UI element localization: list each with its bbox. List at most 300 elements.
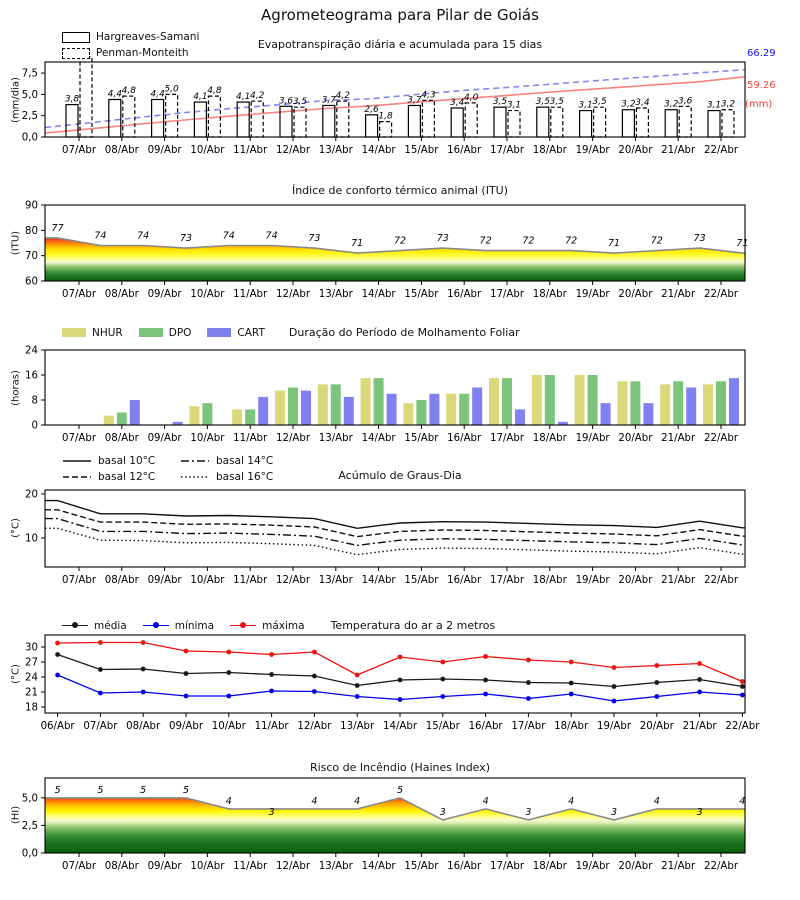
chart-itu-title: Índice de conforto térmico animal (ITU): [291, 184, 509, 197]
svg-text:13/Abr: 13/Abr: [318, 433, 353, 444]
svg-text:07/Abr: 07/Abr: [83, 721, 118, 732]
legend-label-basal10: basal 10°C: [98, 455, 156, 467]
svg-text:08/Abr: 08/Abr: [104, 433, 139, 444]
dpo-bar: [459, 394, 469, 425]
svg-text:20/Abr: 20/Abr: [618, 861, 653, 872]
legend-label-hargreaves: Hargreaves-Samani: [96, 31, 200, 43]
svg-text:21/Abr: 21/Abr: [661, 145, 696, 156]
svg-text:17/Abr: 17/Abr: [489, 289, 525, 300]
svg-text:4: 4: [739, 795, 746, 807]
nhur-bar: [318, 384, 328, 425]
svg-text:5,0: 5,0: [21, 89, 38, 101]
svg-text:09/Abr: 09/Abr: [147, 433, 182, 444]
pm-bar: [294, 107, 306, 137]
svg-text:13/Abr: 13/Abr: [318, 145, 353, 156]
pm-bar: [594, 107, 606, 137]
svg-text:8: 8: [31, 395, 38, 407]
svg-text:14/Abr: 14/Abr: [382, 721, 418, 732]
basal14-line-icon: [180, 457, 210, 465]
svg-text:80: 80: [25, 225, 38, 237]
svg-text:16/Abr: 16/Abr: [468, 721, 503, 732]
dpo-bar: [374, 378, 384, 425]
graus-dia-lines: [45, 501, 745, 555]
svg-text:4: 4: [653, 795, 660, 807]
cart-bar: [301, 391, 311, 425]
chart-haines-title: Risco de Incêndio (Haines Index): [309, 761, 491, 774]
pm-bar: [551, 107, 563, 137]
hs-bar: [537, 107, 549, 137]
svg-text:14/Abr: 14/Abr: [361, 145, 396, 156]
svg-text:10: 10: [25, 533, 38, 545]
svg-text:22/Abr: 22/Abr: [703, 145, 739, 156]
svg-text:18/Abr: 18/Abr: [554, 721, 589, 732]
svg-text:09/Abr: 09/Abr: [147, 861, 182, 872]
svg-text:15/Abr: 15/Abr: [404, 289, 439, 300]
svg-text:22/Abr: 22/Abr: [703, 861, 739, 872]
media-line-icon: [62, 625, 88, 626]
cart-bar: [686, 388, 696, 426]
nhur-bar: [489, 378, 499, 425]
hs-bar: [152, 100, 164, 138]
dpo-bar: [416, 400, 426, 425]
svg-text:73: 73: [436, 233, 449, 245]
dpo-bar: [545, 375, 555, 425]
legend-item-basal14: [180, 455, 298, 467]
svg-text:10/Abr: 10/Abr: [190, 145, 225, 156]
dpo-bar: [245, 409, 255, 425]
svg-text:14/Abr: 14/Abr: [361, 575, 396, 586]
legend-label-minima: mínima: [174, 619, 215, 632]
hs-bar: [66, 105, 78, 137]
svg-text:16: 16: [25, 370, 38, 382]
dpo-bar: [202, 403, 212, 425]
svg-text:22/Abr: 22/Abr: [703, 433, 739, 444]
nhur-bar: [232, 409, 242, 425]
legend-label-basal12: basal 12°C: [98, 471, 156, 483]
svg-text:09/Abr: 09/Abr: [147, 575, 182, 586]
svg-text:2,5: 2,5: [21, 820, 38, 832]
nhur-bar: [532, 375, 542, 425]
svg-text:3,2: 3,2: [664, 99, 679, 110]
svg-text:60: 60: [25, 276, 38, 288]
dpo-swatch-icon: [139, 328, 163, 337]
legend-label-penman: Penman-Monteith: [96, 47, 189, 59]
svg-text:10/Abr: 10/Abr: [190, 575, 225, 586]
svg-text:72: 72: [650, 235, 663, 247]
svg-text:27: 27: [25, 657, 38, 669]
cart-bar: [429, 394, 439, 425]
svg-text:3: 3: [610, 806, 618, 818]
cart-bar: [729, 378, 739, 425]
svg-text:17/Abr: 17/Abr: [511, 721, 546, 732]
svg-text:15/Abr: 15/Abr: [425, 721, 460, 732]
itu-y-axis-label: (ITU): [10, 230, 22, 256]
svg-text:4,4: 4,4: [107, 89, 122, 100]
svg-text:18/Abr: 18/Abr: [532, 861, 567, 872]
svg-text:30: 30: [25, 642, 38, 654]
svg-text:13/Abr: 13/Abr: [318, 861, 353, 872]
svg-text:74: 74: [137, 230, 150, 242]
legend-item-media: [62, 620, 127, 632]
svg-text:4,2: 4,2: [250, 91, 265, 102]
evapo-y-axis-label: (mm/dia): [10, 77, 22, 123]
svg-text:4,8: 4,8: [121, 86, 136, 97]
legend-label-media: média: [94, 619, 127, 632]
svg-text:16/Abr: 16/Abr: [447, 145, 482, 156]
cart-bar: [344, 397, 354, 425]
nhur-bar: [446, 394, 456, 425]
haines-area: [45, 795, 746, 853]
svg-text:06/Abr: 06/Abr: [40, 721, 75, 732]
svg-text:71: 71: [351, 238, 364, 250]
pm-bar: [636, 108, 648, 137]
basal10-line-icon: [62, 457, 92, 465]
svg-text:20/Abr: 20/Abr: [618, 575, 653, 586]
svg-text:2,5: 2,5: [21, 111, 38, 123]
pm-bar: [123, 96, 135, 137]
graus-dia-y-axis-label: (°C): [10, 518, 22, 538]
cart-bar: [515, 409, 525, 425]
cart-bar: [472, 388, 482, 426]
svg-text:21: 21: [25, 687, 38, 699]
svg-text:19/Abr: 19/Abr: [575, 575, 610, 586]
svg-text:07/Abr: 07/Abr: [61, 289, 97, 300]
svg-text:11/Abr: 11/Abr: [233, 145, 268, 156]
svg-text:70: 70: [25, 251, 38, 263]
svg-text:20/Abr: 20/Abr: [618, 145, 653, 156]
svg-text:17/Abr: 17/Abr: [489, 433, 525, 444]
svg-text:22/Abr: 22/Abr: [703, 289, 739, 300]
pm-bar: [380, 122, 392, 137]
svg-text:09/Abr: 09/Abr: [168, 721, 204, 732]
right-axis-unit-label: (mm): [745, 99, 773, 110]
hs-bar: [323, 105, 335, 137]
svg-text:11/Abr: 11/Abr: [233, 861, 268, 872]
chart-temperatura-title: Temperatura do ar a 2 metros: [330, 619, 496, 632]
graus-dia-axes: [41, 490, 745, 571]
svg-text:07/Abr: 07/Abr: [61, 145, 97, 156]
hs-bar: [580, 111, 592, 137]
legend-label-dpo: DPO: [168, 326, 192, 339]
svg-text:72: 72: [393, 235, 407, 247]
svg-text:16/Abr: 16/Abr: [447, 575, 482, 586]
svg-text:22/Abr: 22/Abr: [725, 721, 760, 732]
svg-text:4,4: 4,4: [150, 89, 165, 100]
svg-text:17/Abr: 17/Abr: [489, 145, 525, 156]
svg-text:5,0: 5,0: [164, 84, 179, 95]
svg-text:08/Abr: 08/Abr: [104, 145, 139, 156]
svg-text:3: 3: [525, 806, 532, 818]
molhamento-y-axis-label: (horas): [10, 370, 22, 406]
svg-text:21/Abr: 21/Abr: [682, 721, 717, 732]
svg-text:14/Abr: 14/Abr: [361, 861, 396, 872]
svg-text:3,1: 3,1: [706, 100, 722, 111]
pm-bar: [679, 106, 691, 137]
svg-text:21/Abr: 21/Abr: [661, 289, 696, 300]
svg-text:3,2: 3,2: [621, 99, 636, 110]
hs-bar: [622, 110, 634, 137]
svg-text:72: 72: [565, 235, 578, 247]
svg-text:3,5: 3,5: [592, 97, 607, 108]
cart-bar: [258, 397, 268, 425]
svg-text:0,0: 0,0: [21, 132, 38, 144]
svg-text:71: 71: [607, 238, 621, 250]
svg-text:3: 3: [696, 806, 703, 818]
hs-bar: [494, 107, 506, 137]
svg-text:3,7: 3,7: [321, 95, 336, 106]
svg-text:11/Abr: 11/Abr: [254, 721, 289, 732]
svg-text:14/Abr: 14/Abr: [361, 289, 396, 300]
svg-text:22/Abr: 22/Abr: [703, 575, 739, 586]
svg-text:4,1: 4,1: [236, 92, 251, 103]
penman-total-label: 66.29: [747, 48, 776, 59]
svg-text:16/Abr: 16/Abr: [447, 289, 482, 300]
svg-text:4: 4: [311, 795, 318, 807]
svg-text:74: 74: [265, 230, 278, 242]
svg-text:4: 4: [354, 795, 361, 807]
svg-text:18/Abr: 18/Abr: [532, 575, 567, 586]
svg-text:3,1: 3,1: [578, 100, 593, 111]
svg-text:5: 5: [140, 784, 147, 796]
svg-text:0: 0: [31, 420, 38, 432]
svg-text:07/Abr: 07/Abr: [61, 575, 97, 586]
svg-text:73: 73: [308, 233, 321, 245]
legend-label-maxima: máxima: [262, 619, 305, 632]
svg-text:72: 72: [479, 235, 492, 247]
cart-bar: [643, 403, 653, 425]
svg-text:08/Abr: 08/Abr: [104, 861, 139, 872]
svg-text:19/Abr: 19/Abr: [575, 289, 610, 300]
legend-label-basal16: basal 16°C: [216, 471, 274, 483]
svg-text:3,8: 3,8: [64, 94, 80, 105]
svg-text:3,6: 3,6: [278, 96, 294, 107]
svg-text:3,7: 3,7: [407, 95, 422, 106]
cart-bar: [387, 394, 397, 425]
svg-text:18/Abr: 18/Abr: [532, 145, 567, 156]
cart-swatch-icon: [207, 328, 231, 337]
svg-text:24: 24: [25, 672, 38, 684]
hargreaves-total-label: 59.26: [747, 80, 776, 91]
haines-y-axis-label: (HI): [10, 805, 22, 825]
dpo-bar: [630, 381, 640, 425]
svg-text:12/Abr: 12/Abr: [275, 861, 311, 872]
svg-text:10/Abr: 10/Abr: [211, 721, 246, 732]
maxima-line-icon: [230, 625, 256, 626]
svg-text:08/Abr: 08/Abr: [104, 575, 139, 586]
svg-text:4,0: 4,0: [464, 92, 479, 103]
svg-text:12/Abr: 12/Abr: [275, 433, 311, 444]
svg-text:3: 3: [439, 806, 446, 818]
dpo-bar: [673, 381, 683, 425]
svg-text:5,0: 5,0: [21, 793, 38, 805]
svg-text:10/Abr: 10/Abr: [190, 289, 225, 300]
svg-text:20/Abr: 20/Abr: [618, 289, 653, 300]
nhur-bar: [104, 416, 114, 425]
hs-bar: [665, 110, 677, 137]
máxima-line: [58, 643, 743, 682]
temperatura-y-axis-label: (°C): [10, 664, 22, 684]
dpo-bar: [716, 381, 726, 425]
svg-text:3,5: 3,5: [292, 97, 308, 108]
chart-molhamento-title: Duração do Período de Molhamento Foliar: [288, 326, 520, 339]
svg-text:3,5: 3,5: [549, 97, 564, 108]
svg-text:3,6: 3,6: [678, 96, 693, 107]
svg-text:09/Abr: 09/Abr: [147, 289, 182, 300]
svg-text:13/Abr: 13/Abr: [318, 289, 353, 300]
svg-text:5: 5: [396, 784, 404, 796]
svg-text:19/Abr: 19/Abr: [575, 433, 610, 444]
svg-text:07/Abr: 07/Abr: [61, 433, 97, 444]
svg-text:21/Abr: 21/Abr: [661, 575, 696, 586]
svg-text:5: 5: [182, 784, 190, 796]
legend-item-nhur: [62, 327, 123, 339]
hs-bar: [451, 108, 463, 137]
svg-text:20/Abr: 20/Abr: [639, 721, 674, 732]
nhur-bar: [703, 384, 713, 425]
svg-text:3,4: 3,4: [635, 98, 650, 109]
svg-text:90: 90: [25, 200, 38, 212]
page-title: Agrometeograma para Pilar de Goiás: [261, 6, 539, 24]
svg-text:74: 74: [222, 230, 235, 242]
svg-text:15/Abr: 15/Abr: [404, 575, 439, 586]
dpo-bar: [588, 375, 598, 425]
legend-item-cart: [207, 327, 264, 339]
legend-item-basal10: [62, 455, 180, 467]
legend-label-basal14: basal 14°C: [216, 455, 274, 467]
svg-text:4: 4: [482, 795, 489, 807]
svg-text:17/Abr: 17/Abr: [489, 575, 525, 586]
pm-bar: [508, 111, 520, 137]
legend-item-maxima: [230, 620, 304, 632]
hs-bar: [708, 111, 720, 137]
svg-text:0,0: 0,0: [21, 848, 38, 860]
svg-text:4,1: 4,1: [193, 92, 208, 103]
svg-text:16/Abr: 16/Abr: [447, 433, 482, 444]
dpo-bar: [288, 388, 298, 426]
cart-bar: [601, 403, 611, 425]
svg-text:15/Abr: 15/Abr: [404, 861, 439, 872]
svg-text:07/Abr: 07/Abr: [61, 861, 97, 872]
svg-text:4,2: 4,2: [335, 91, 350, 102]
svg-text:13/Abr: 13/Abr: [340, 721, 375, 732]
svg-text:09/Abr: 09/Abr: [147, 145, 182, 156]
svg-text:3,5: 3,5: [492, 97, 508, 108]
dpo-bar: [117, 413, 127, 426]
nhur-bar: [617, 381, 627, 425]
legend-item-dpo: [139, 327, 192, 339]
svg-text:11/Abr: 11/Abr: [233, 289, 268, 300]
svg-text:20/Abr: 20/Abr: [618, 433, 653, 444]
cart-bar: [130, 400, 140, 425]
svg-text:16/Abr: 16/Abr: [447, 861, 482, 872]
svg-text:12/Abr: 12/Abr: [275, 575, 311, 586]
svg-text:72: 72: [522, 235, 535, 247]
svg-text:5: 5: [54, 784, 61, 796]
svg-text:3,1: 3,1: [506, 100, 522, 111]
minima-line-icon: [143, 625, 169, 626]
svg-text:08/Abr: 08/Abr: [126, 721, 161, 732]
graus-dia-line-solid: [45, 501, 745, 529]
legend-label-cart: CART: [237, 326, 265, 339]
svg-text:21/Abr: 21/Abr: [661, 433, 696, 444]
dpo-bar: [502, 378, 512, 425]
temperatura-legend: [62, 619, 495, 632]
nhur-swatch-icon: [62, 328, 86, 337]
chart-evapo-title: Evapotranspiração diária e acumulada para 15 dias: [257, 38, 543, 51]
chart-graus-dia-title: Acúmulo de Graus-Dia: [338, 469, 462, 482]
svg-text:4,8: 4,8: [207, 86, 222, 97]
svg-text:24: 24: [25, 345, 38, 357]
svg-text:20: 20: [25, 489, 38, 501]
svg-text:15/Abr: 15/Abr: [404, 433, 439, 444]
svg-text:12/Abr: 12/Abr: [275, 145, 311, 156]
svg-text:21/Abr: 21/Abr: [661, 861, 696, 872]
legend-item-minima: [143, 620, 214, 632]
molhamento-legend: [62, 326, 520, 339]
svg-text:11/Abr: 11/Abr: [233, 433, 268, 444]
svg-text:18: 18: [25, 702, 38, 714]
nhur-bar: [575, 375, 585, 425]
svg-text:1,8: 1,8: [378, 111, 393, 122]
svg-text:71: 71: [736, 238, 749, 250]
pm-bar: [422, 100, 434, 137]
pm-bar: [166, 94, 178, 137]
temperatura-axes: [41, 635, 745, 717]
legend-label-nhur: NHUR: [92, 326, 123, 339]
svg-text:08/Abr: 08/Abr: [104, 289, 139, 300]
svg-text:4: 4: [225, 795, 232, 807]
svg-text:5: 5: [97, 784, 104, 796]
svg-text:12/Abr: 12/Abr: [297, 721, 332, 732]
molhamento-bars: [104, 375, 739, 425]
svg-text:4: 4: [568, 795, 575, 807]
svg-text:12/Abr: 12/Abr: [275, 289, 311, 300]
svg-text:4,3: 4,3: [421, 90, 436, 101]
svg-text:10/Abr: 10/Abr: [190, 433, 225, 444]
svg-text:15/Abr: 15/Abr: [404, 145, 439, 156]
hs-bar: [109, 100, 121, 138]
svg-text:14/Abr: 14/Abr: [361, 433, 396, 444]
svg-text:77: 77: [51, 222, 64, 234]
svg-text:73: 73: [693, 233, 706, 245]
svg-text:3,4: 3,4: [450, 98, 465, 109]
svg-text:18/Abr: 18/Abr: [532, 433, 567, 444]
svg-text:17/Abr: 17/Abr: [489, 861, 525, 872]
svg-text:3,2: 3,2: [720, 99, 736, 110]
svg-text:74: 74: [94, 230, 107, 242]
dpo-bar: [331, 384, 341, 425]
nhur-bar: [189, 406, 199, 425]
pm-bar: [80, 57, 92, 137]
svg-text:3,5: 3,5: [535, 97, 550, 108]
svg-text:3: 3: [268, 806, 275, 818]
nhur-bar: [361, 378, 371, 425]
hs-bar: [408, 105, 420, 137]
svg-text:10/Abr: 10/Abr: [190, 861, 225, 872]
nhur-bar: [660, 384, 670, 425]
svg-text:7,5: 7,5: [21, 68, 38, 80]
pm-bar: [465, 103, 477, 137]
svg-text:2,6: 2,6: [364, 104, 379, 115]
hs-bar: [366, 115, 378, 137]
svg-text:73: 73: [179, 233, 193, 245]
svg-text:13/Abr: 13/Abr: [318, 575, 353, 586]
svg-text:19/Abr: 19/Abr: [575, 861, 610, 872]
nhur-bar: [403, 403, 413, 425]
svg-text:11/Abr: 11/Abr: [233, 575, 268, 586]
svg-text:18/Abr: 18/Abr: [532, 289, 567, 300]
pm-bar: [722, 110, 734, 137]
